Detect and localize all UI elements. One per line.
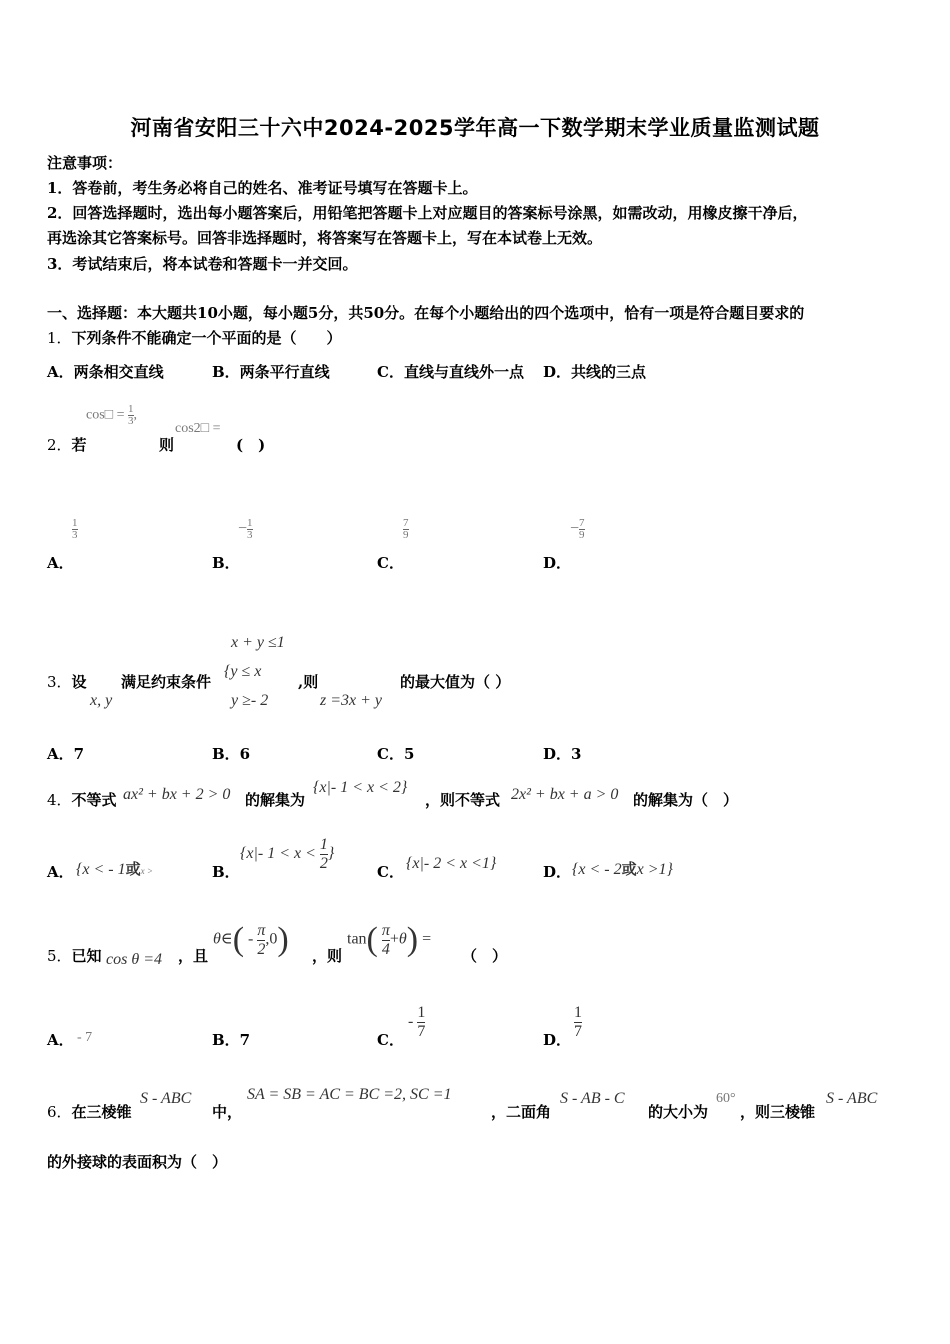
q4-text-2: 的解集为 <box>245 791 306 809</box>
question-number: 1． <box>47 329 72 347</box>
question-number: 6． <box>47 1103 72 1121</box>
question-5: 5．已知 <box>47 947 102 965</box>
q5-option-d-value <box>574 1004 582 1041</box>
fraction: $\frac{1}{7}$ <box>417 1004 426 1040</box>
q3-constraint-3: y ≥- 2 <box>231 692 269 709</box>
q2-option-b-value: $-\frac{1}{3}$ <box>238 517 253 541</box>
q4-inequality-2: 2x² + bx + a > 0 <box>511 786 619 803</box>
q4-option-d-value: {x < - 2或x >1} <box>572 860 673 878</box>
q4-option-a[interactable]: A． <box>47 863 74 881</box>
q5-option-a-value: - 7 <box>77 1030 93 1045</box>
question-3: 3．设 <box>47 673 87 691</box>
fraction: $\frac{\pi}{4}$ <box>381 921 390 958</box>
fraction: $\frac{1}{3}$ <box>128 403 134 427</box>
question-number: 2． <box>47 436 72 454</box>
fraction: $\frac{1}{2}$ <box>319 836 328 872</box>
q5-range: θ∈( - $\frac{\pi}{2}$ ,0) <box>213 921 289 958</box>
q5-option-b[interactable]: B．7 <box>212 1031 251 1049</box>
q5-expression: $\tan( \frac{\pi}{4}$ +θ) = <box>347 921 432 958</box>
q3-option-d[interactable]: D．3 <box>543 745 582 763</box>
q1-option-b[interactable]: B．两条平行直线 <box>212 363 330 381</box>
question-text: 下列条件不能确定一个平面的是（ ） <box>71 329 342 347</box>
q4-option-b[interactable]: B． <box>212 863 240 881</box>
section-heading: 一、选择题：本大题共10小题，每小题5分，共50分。在每个小题给出的四个选项中，恰有一项是符合题目要求的 <box>47 304 805 322</box>
q6-text-5: ，则三棱锥 <box>740 1103 816 1121</box>
q1-option-a[interactable]: A．两条相交直线 <box>47 363 164 381</box>
q5-text-2: ，且 <box>178 947 209 965</box>
q4-inequality-1: ax² + bx + 2 > 0 <box>123 786 231 803</box>
q6-angle: 60° <box>716 1091 736 1106</box>
q5-option-c-value: - $\frac{1}{7}$ <box>408 1004 426 1040</box>
q2-option-c-value: $\frac{7}{9}$ <box>403 517 409 541</box>
q1-option-c[interactable]: C．直线与直线外一点 <box>377 363 524 381</box>
q4-option-b-value: {x|- $1 < x < \frac{1}{2}$ } <box>240 836 335 872</box>
q6-pyramid: S - ABC <box>140 1090 192 1107</box>
q6-lengths: SA = SB = AC = BC =2, SC =1 <box>247 1086 452 1103</box>
q3-objective: z =3x + y <box>320 692 383 709</box>
notice-item-1: 1．答卷前，考生务必将自己的姓名、准考证号填写在答题卡上。 <box>47 179 478 197</box>
q2-option-b[interactable]: B． <box>212 554 240 572</box>
q4-option-a-value: {x < - 1或x > <box>76 860 153 878</box>
q6-text-line2: 的外接球的表面积为（ ） <box>47 1153 228 1171</box>
q2-target: cos2□ = <box>175 421 221 436</box>
q6-text-2: 中， <box>212 1103 243 1121</box>
q5-option-a[interactable]: A． <box>47 1031 74 1049</box>
q6-pyramid-2: S - ABC <box>826 1090 878 1107</box>
q2-option-a-value: $\frac{1}{3}$ <box>72 517 78 541</box>
q5-option-c[interactable]: C． <box>377 1031 404 1049</box>
q1-option-d[interactable]: D．共线的三点 <box>543 363 647 381</box>
page-title: 河南省安阳三十六中2024-2025学年高一下数学期末学业质量监测试题 <box>130 116 820 140</box>
notice-item-3: 3．考试结束后，将本试卷和答题卡一并交回。 <box>47 255 358 273</box>
q3-option-c[interactable]: C．5 <box>377 745 415 763</box>
q5-condition: cos θ =4 <box>106 951 162 968</box>
q4-option-c-value: {x|- 2 < x <1} <box>406 855 497 872</box>
q2-condition: cos□ = $\frac{1}{3}$ , <box>86 403 138 427</box>
q4-option-c[interactable]: C． <box>377 863 404 881</box>
question-2: 2．若 <box>47 436 87 454</box>
question-1 <box>47 327 342 348</box>
q4-text-4: 的解集为（ ） <box>633 791 739 809</box>
q6-dihedral: S - AB - C <box>560 1090 625 1107</box>
q2-option-c[interactable]: C． <box>377 554 404 572</box>
q3-vars: x, y <box>90 692 113 709</box>
fraction: $\frac{\pi}{2}$ <box>257 921 266 958</box>
q6-text-3: ，二面角 <box>491 1103 552 1121</box>
q2-option-d[interactable]: D． <box>543 554 572 572</box>
q4-text-3: ，则不等式 <box>425 791 501 809</box>
q5-option-d[interactable]: D． <box>543 1031 572 1049</box>
question-6: 6．在三棱锥 <box>47 1103 132 1121</box>
question-number: 4． <box>47 791 72 809</box>
q3-constraint-1: x + y ≤1 <box>231 634 285 651</box>
q2-then: 则 <box>159 436 175 454</box>
q6-text-4: 的大小为 <box>648 1103 709 1121</box>
question-number: 5． <box>47 947 72 965</box>
q3-option-a[interactable]: A．7 <box>47 745 85 763</box>
fraction: $\frac{1}{7}$ <box>574 1004 582 1040</box>
q3-text-3: ,则 <box>298 673 319 691</box>
q2-option-a[interactable]: A． <box>47 554 74 572</box>
q3-option-b[interactable]: B．6 <box>212 745 251 763</box>
notice-item-2: 2．回答选择题时，选出每小题答案后，用铅笔把答题卡上对应题目的答案标号涂黑，如需改动，用橡皮擦干净后， <box>47 204 808 222</box>
q2-paren: ( ) <box>236 436 266 454</box>
q3-text-2: 满足约束条件 <box>121 673 212 691</box>
q2-option-d-value: $-\frac{7}{9}$ <box>570 517 585 541</box>
q3-text-4: 的最大值为（ ） <box>400 673 511 691</box>
notice-heading: 注意事项： <box>47 154 123 172</box>
q5-paren: （ ） <box>462 947 508 965</box>
q4-solution-set: {x|- 1 < x < 2} <box>313 779 408 796</box>
q3-constraint-2: {y ≤ x <box>224 663 262 680</box>
q5-text-3: ，则 <box>312 947 343 965</box>
q4-option-d[interactable]: D． <box>543 863 572 881</box>
question-4: 4．不等式 <box>47 791 117 809</box>
question-number: 3． <box>47 673 72 691</box>
notice-item-2-cont: 再选涂其它答案标号。回答非选择题时，将答案写在答题卡上，写在本试卷上无效。 <box>47 229 603 247</box>
